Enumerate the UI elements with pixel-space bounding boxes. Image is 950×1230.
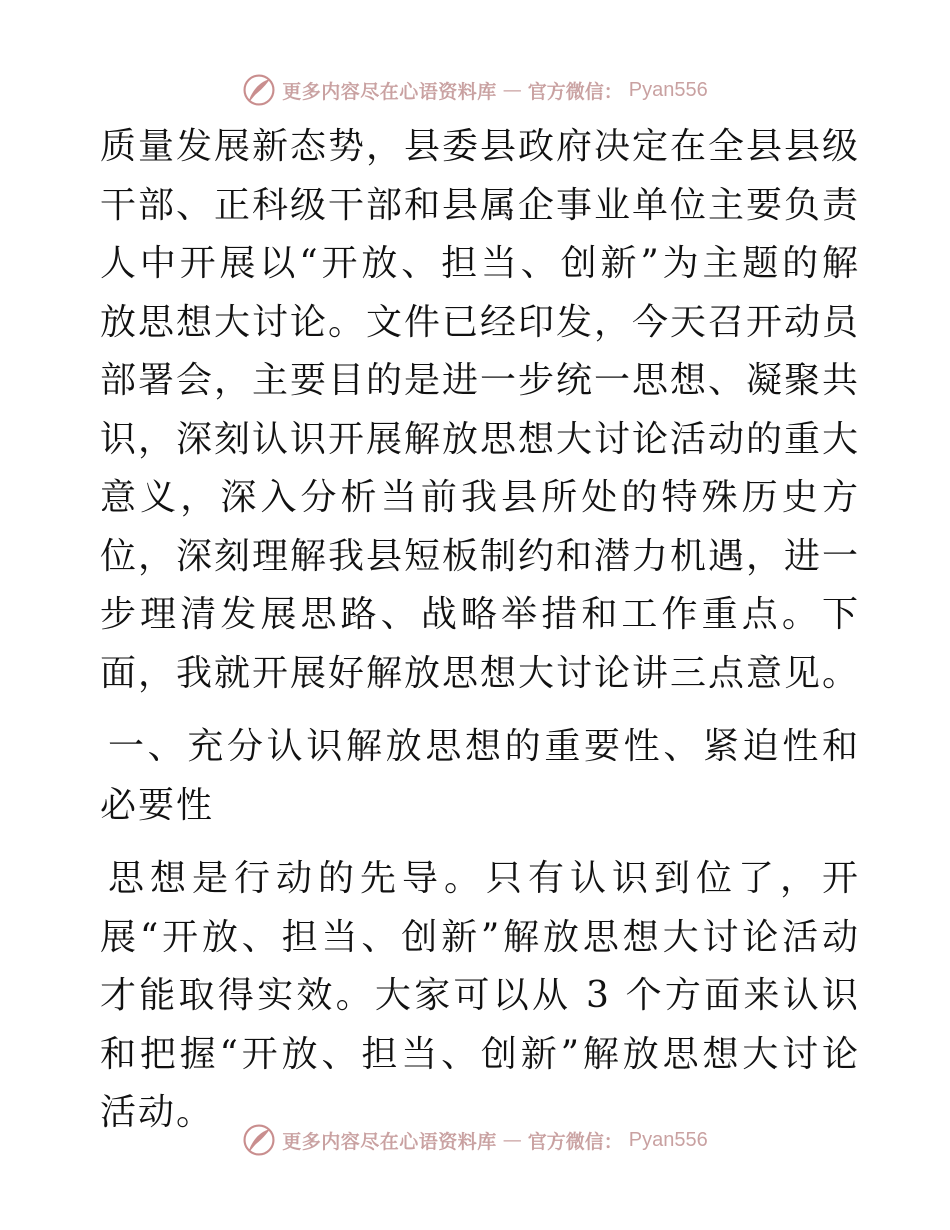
watermark-contact-id: Pyan556: [628, 1128, 708, 1151]
quill-logo-icon: [242, 73, 276, 107]
watermark-contact-label: 官方微信：: [527, 80, 623, 103]
header-watermark: [0, 70, 950, 110]
footer-watermark: [0, 1120, 950, 1160]
body-paragraph: 思想是行动的先导。只有认识到位了，开展“开放、担当、创新”解放思想大讨论活动才能取得实效。大家可以从 3 个方面来认识和把握“开放、担当、创新”解放思想大讨论活动。: [100, 858, 860, 1133]
document-body: [100, 118, 860, 1143]
watermark-text: 更多内容尽在心语资料库: [282, 1130, 497, 1153]
watermark-contact-label: 官方微信：: [527, 1130, 623, 1153]
watermark-separator: —: [502, 79, 522, 101]
quill-logo-icon: [242, 1123, 276, 1157]
section-heading: 一、充分认识解放思想的重要性、紧迫性和必要性: [100, 726, 860, 826]
watermark-contact-id: Pyan556: [628, 78, 708, 101]
body-paragraph: 质量发展新态势，县委县政府决定在全县县级干部、正科级干部和县属企事业单位主要负责人中开展以“开放、担当、创新”为主题的解放思想大讨论。文件已经印发，今天召开动员部署会，主要目的是进一步统一思想、凝聚共识，深刻认识开展解放思想大讨论活动的重大意义，深入分析当前我县所处的特殊历史方位，深刻理解我县短板制约和潜力机遇，进一步理清发展思路、战略举措和工作重点。下面，我就开展好解放思想大讨论讲三点意见。: [100, 126, 861, 694]
watermark-separator: —: [502, 1129, 522, 1151]
watermark-text: 更多内容尽在心语资料库: [282, 80, 497, 103]
